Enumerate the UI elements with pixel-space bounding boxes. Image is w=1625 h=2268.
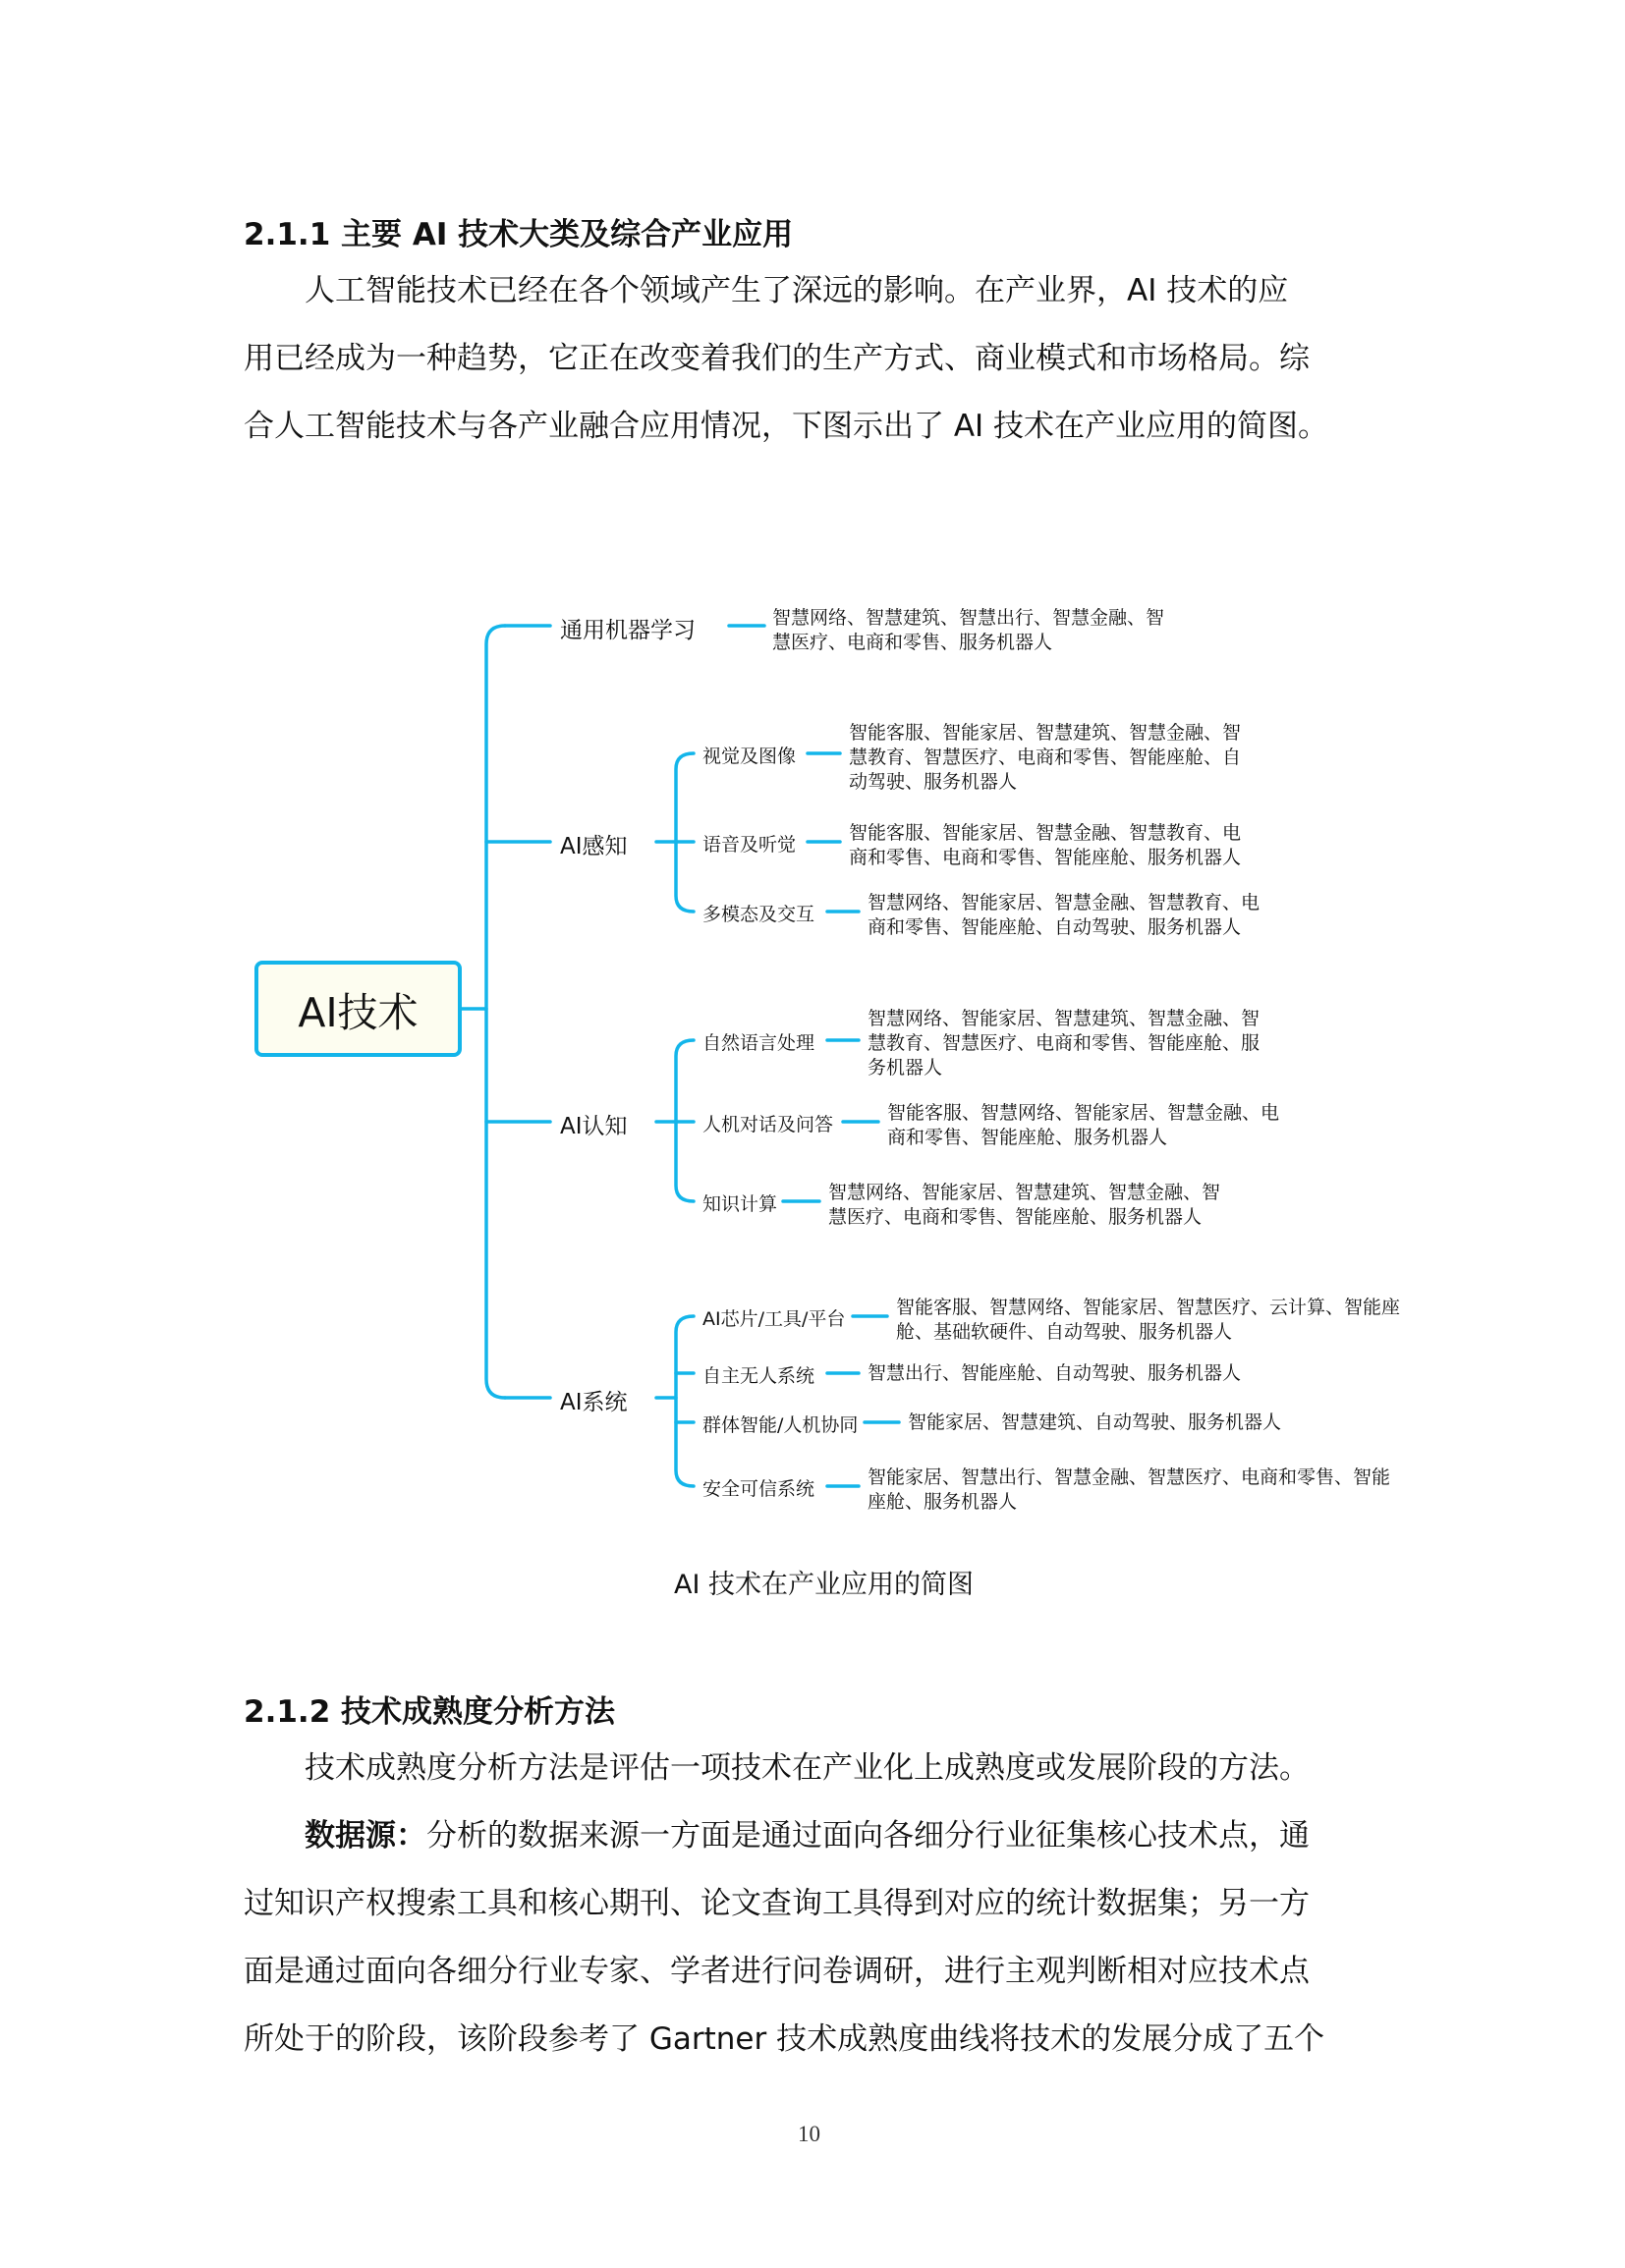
paragraph-line: 所处于的阶段，该阶段参考了 Gartner 技术成熟度曲线将技术的发展分成了五个 <box>244 2021 1325 2057</box>
mindmap-node-trustworthy: 安全可信系统 <box>702 1478 815 1500</box>
mindmap-leaf-swarm <box>908 1411 1281 1435</box>
mindmap-leaf-multimodal <box>868 891 1260 940</box>
leaf-line: 慧教育、智慧医疗、电商和零售、智能座舱、自 <box>849 747 1242 768</box>
mindmap-leaf-general-ml <box>772 606 1164 655</box>
leaf-line: 智能客服、智慧网络、智能家居、智慧医疗、云计算、智能座 <box>896 1297 1401 1318</box>
leaf-line: 智能客服、智慧网络、智能家居、智慧金融、电 <box>887 1102 1280 1124</box>
mindmap-leaf-vision <box>849 721 1241 795</box>
mindmap-node-autonomous: 自主无人系统 <box>702 1365 815 1387</box>
leaf-line: 智慧网络、智能家居、智慧金融、智慧教育、电 <box>868 892 1261 913</box>
section-paragraph-2-1-2 <box>244 1735 1373 2074</box>
leaf-line: 智慧网络、智慧建筑、智慧出行、智慧金融、智 <box>772 607 1165 629</box>
mindmap-node-dialogue: 人机对话及问答 <box>702 1114 834 1135</box>
leaf-line: 务机器人 <box>868 1057 943 1079</box>
paragraph-line: 合人工智能技术与各产业融合应用情况，下图示出了 AI 技术在产业应用的简图。 <box>244 409 1329 444</box>
mindmap-node-swarm: 群体智能/人机协同 <box>702 1414 859 1436</box>
data-source-label: 数据源： <box>305 1818 426 1853</box>
leaf-line: 慧教育、智慧医疗、电商和零售、智能座舱、服 <box>868 1032 1261 1054</box>
leaf-line: 智慧网络、智能家居、智慧建筑、智慧金融、智 <box>828 1182 1221 1203</box>
mindmap-branch-general-ml: 通用机器学习 <box>560 618 696 643</box>
leaf-line: 商和零售、智能座舱、自动驾驶、服务机器人 <box>868 916 1242 938</box>
section-heading-2-1-2: 2.1.2 技术成熟度分析方法 <box>244 1694 616 1730</box>
section-heading-2-1-1: 2.1.1 主要 AI 技术大类及综合产业应用 <box>244 217 794 252</box>
mindmap-leaf-knowledge <box>828 1181 1220 1230</box>
leaf-line: 智能家居、智慧建筑、自动驾驶、服务机器人 <box>908 1411 1282 1433</box>
leaf-line: 商和零售、电商和零售、智能座舱、服务机器人 <box>849 847 1242 868</box>
mindmap-branch-ai-perception: AI感知 <box>560 834 628 859</box>
paragraph-line: 用已经成为一种趋势，它正在改变着我们的生产方式、商业模式和市场格局。综 <box>244 341 1310 376</box>
mindmap-branch-ai-system: AI系统 <box>560 1390 628 1415</box>
figure-caption: AI 技术在产业应用的简图 <box>674 1570 975 1600</box>
leaf-line: 舱、基础软硬件、自动驾驶、服务机器人 <box>896 1321 1233 1343</box>
leaf-line: 智能家居、智慧出行、智慧金融、智慧医疗、电商和零售、智能 <box>868 1466 1391 1488</box>
mindmap-node-nlp: 自然语言处理 <box>702 1032 815 1054</box>
leaf-line: 座舱、服务机器人 <box>868 1491 1018 1513</box>
leaf-line: 动驾驶、服务机器人 <box>849 771 1018 793</box>
paragraph-line: 技术成熟度分析方法是评估一项技术在产业化上成熟度或发展阶段的方法。 <box>305 1750 1310 1786</box>
mindmap-leaf-trustworthy <box>868 1466 1390 1515</box>
leaf-line: 慧医疗、电商和零售、智能座舱、服务机器人 <box>828 1206 1203 1228</box>
mindmap-node-vision: 视觉及图像 <box>702 746 797 767</box>
mindmap-leaf-autonomous <box>868 1361 1241 1386</box>
leaf-line: 慧医疗、电商和零售、服务机器人 <box>772 632 1053 653</box>
mindmap-node-speech: 语音及听觉 <box>702 834 797 856</box>
mindmap-node-chip-platform: AI芯片/工具/平台 <box>702 1308 846 1330</box>
mindmap-root-node <box>254 961 462 1057</box>
paragraph-line: 过知识产权搜索工具和核心期刊、论文查询工具得到对应的统计数据集；另一方 <box>244 1886 1310 1921</box>
leaf-line: 智慧出行、智能座舱、自动驾驶、服务机器人 <box>868 1362 1242 1384</box>
paragraph-line: 人工智能技术已经在各个领域产生了深远的影响。在产业界，AI 技术的应 <box>305 273 1289 308</box>
paragraph-line: 面是通过面向各细分行业专家、学者进行问卷调研，进行主观判断相对应技术点 <box>244 1954 1310 1989</box>
mindmap-node-knowledge: 知识计算 <box>702 1193 778 1215</box>
page-number: 10 <box>798 2122 820 2146</box>
mindmap-branch-ai-cognition: AI认知 <box>560 1114 628 1139</box>
mindmap-node-multimodal: 多模态及交互 <box>702 904 815 925</box>
paragraph-line <box>244 1802 1373 1870</box>
paragraph-text: 分析的数据来源一方面是通过面向各细分行业征集核心技术点，通 <box>426 1818 1310 1853</box>
leaf-line: 商和零售、智能座舱、服务机器人 <box>887 1127 1168 1148</box>
leaf-line: 智能客服、智能家居、智慧金融、智慧教育、电 <box>849 822 1242 844</box>
mindmap-leaf-chip-platform <box>896 1296 1400 1345</box>
mindmap-leaf-nlp <box>868 1007 1260 1080</box>
leaf-line: 智慧网络、智能家居、智慧建筑、智慧金融、智 <box>868 1008 1261 1029</box>
mindmap-leaf-dialogue <box>887 1101 1279 1150</box>
mindmap-root-label: AI技术 <box>298 988 419 1036</box>
mindmap-leaf-speech <box>849 821 1241 870</box>
leaf-line: 智能客服、智能家居、智慧建筑、智慧金融、智 <box>849 722 1242 744</box>
